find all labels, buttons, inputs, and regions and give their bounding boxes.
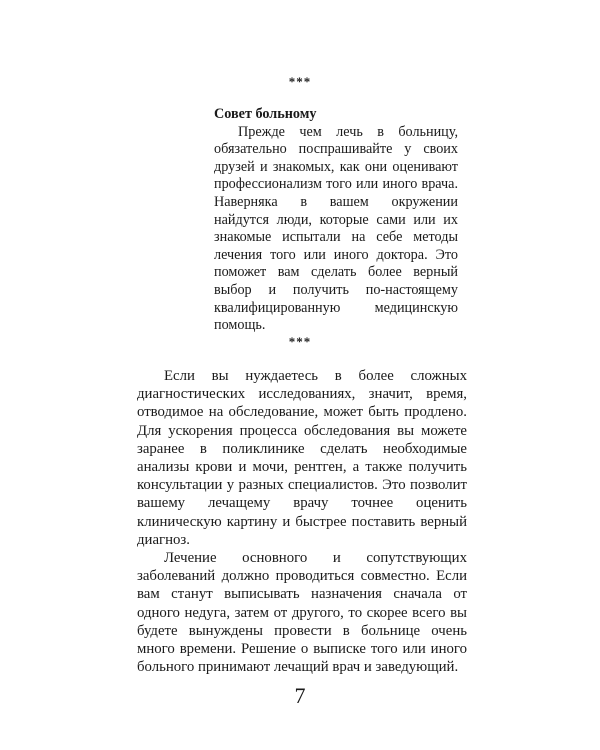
- advice-box: [214, 106, 458, 335]
- section-separator-top: ***: [288, 74, 312, 89]
- advice-text: Прежде чем лечь в больницу, обязательно поспрашивайте у своих друзей и знакомых, как они оценивают профессионализм того или иного врача. Наверняка в вашем окружении найдутся люди, которые сами или их знакомые испытали на себе методы лечения того или иного доктора. Это поможет вам сделать более верный выбор и получить по-настоящему квалифицированную медицинскую помощь.: [214, 123, 458, 334]
- main-text: [137, 367, 467, 676]
- advice-title: Совет больному: [214, 106, 317, 122]
- section-separator-middle: ***: [288, 334, 312, 349]
- page-number: 7: [294, 683, 306, 708]
- main-paragraph-1: Если вы нуждаетесь в более сложных диагностических исследованиях, значит, время, отводимое на обследование, может быть продлено. Для ускорения процесса обследования вы можете заранее в поликлинике сделать необходимые анализы крови и мочи, рентген, а также получить консультации у разных специалистов. Это позволит вашему лечащему врачу точнее оценить клиническую картину и быстрее поставить верный диагноз.: [137, 368, 467, 548]
- main-paragraph-2: Лечение основного и сопутствующих заболеваний должно проводиться совместно. Если вам станут выписывать назначения сначала от одного недуга, затем от другого, то скорее всего вы будете вынуждены провести в больнице очень много времени. Решение о выписке того или иного больного принимают лечащий врач и заведующий.: [137, 550, 467, 676]
